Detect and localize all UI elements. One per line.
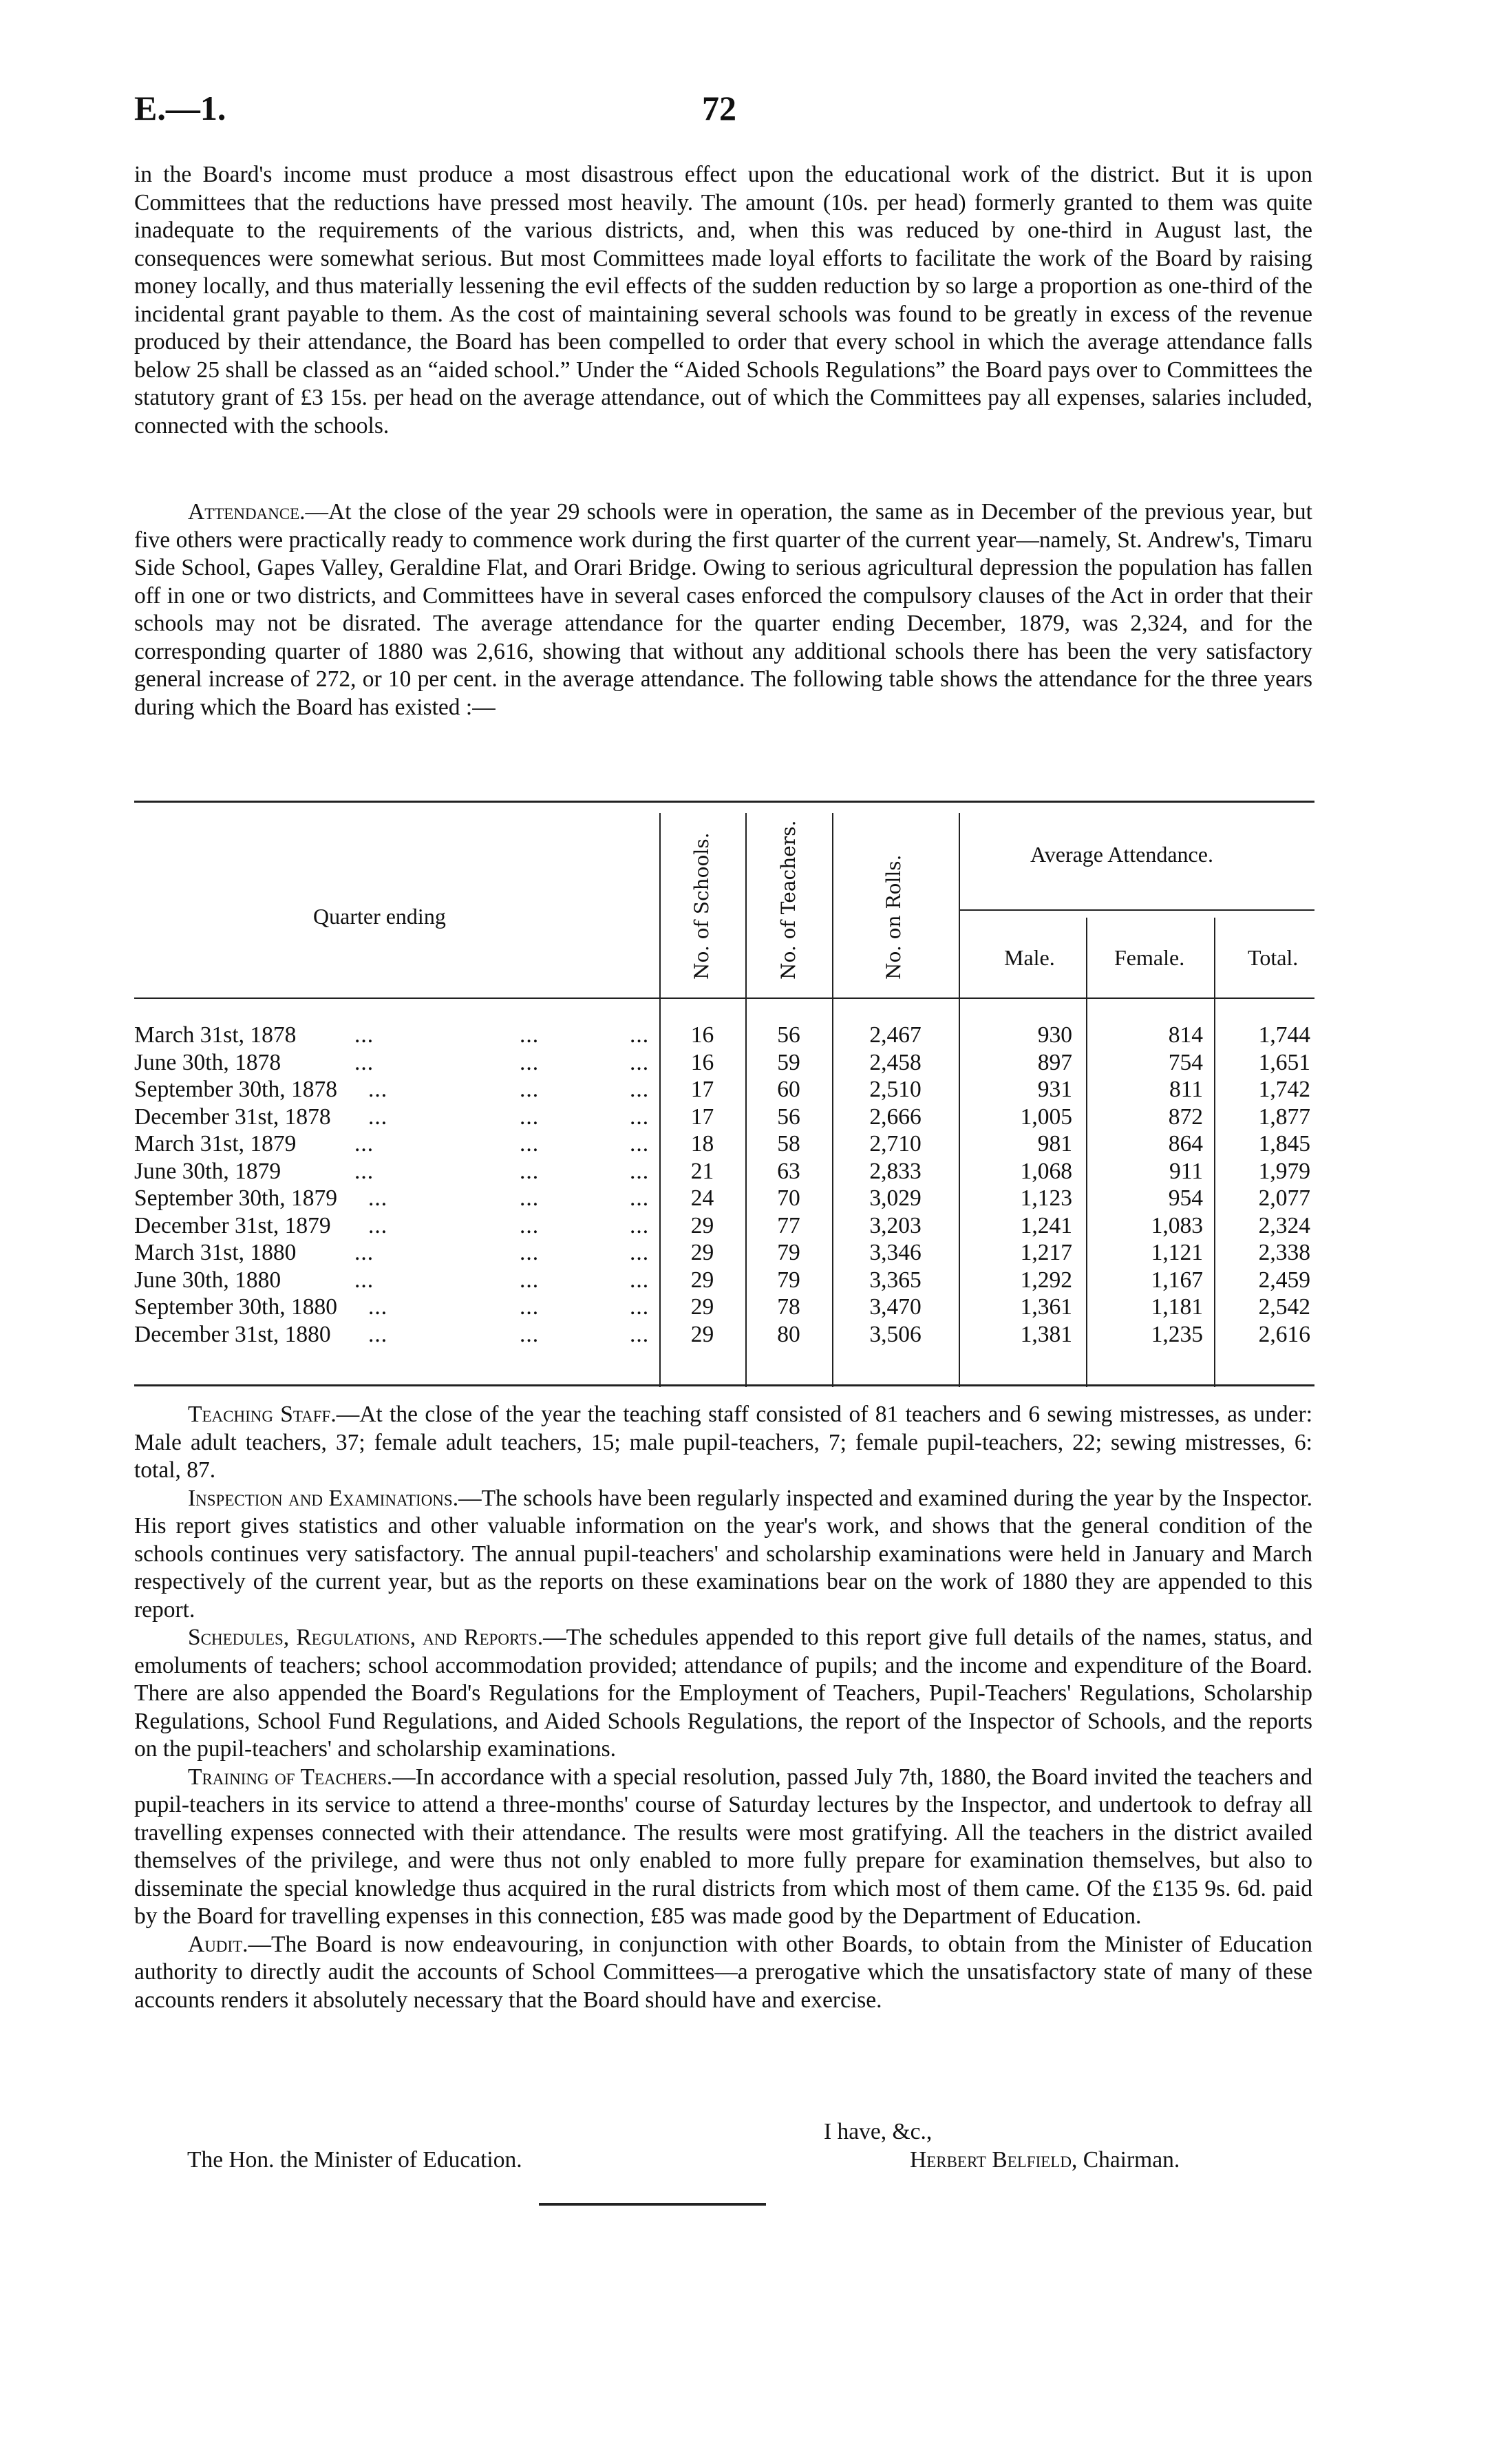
female-cell: 872 bbox=[1168, 1104, 1203, 1130]
schedules-paragraph bbox=[134, 1624, 1312, 1764]
attendance-table bbox=[134, 801, 1314, 1387]
quarter-cell: December 31st, 1880 bbox=[134, 1321, 331, 1347]
schools-cell: 24 bbox=[690, 1185, 714, 1211]
schools-cell: 17 bbox=[690, 1104, 714, 1130]
male-cell: 931 bbox=[1037, 1077, 1072, 1102]
rolls-cell: 3,506 bbox=[869, 1321, 922, 1347]
male-cell: 1,068 bbox=[1020, 1158, 1072, 1184]
rolls-cell: 3,365 bbox=[869, 1267, 922, 1293]
rolls-cell: 3,346 bbox=[869, 1240, 922, 1265]
teachers-cell: 79 bbox=[777, 1267, 800, 1293]
male-cell: 981 bbox=[1037, 1131, 1072, 1157]
leader-dots: ... bbox=[354, 1267, 374, 1293]
quarter-cell: September 30th, 1880 bbox=[134, 1294, 337, 1320]
table-row bbox=[134, 1185, 1314, 1213]
total-cell: 1,877 bbox=[1258, 1104, 1310, 1130]
teachers-cell: 77 bbox=[777, 1212, 800, 1238]
leader-dots: ... bbox=[368, 1185, 388, 1211]
rolls-cell: 2,458 bbox=[869, 1049, 922, 1075]
attendance-heading: Attendance. bbox=[188, 499, 306, 525]
rolls-cell: 2,710 bbox=[869, 1131, 922, 1157]
female-cell: 864 bbox=[1168, 1131, 1203, 1157]
leader-dots: ... bbox=[520, 1104, 540, 1130]
schools-cell: 16 bbox=[690, 1049, 714, 1075]
signatory-title: , Chairman. bbox=[1071, 2147, 1180, 2173]
table-row bbox=[134, 1322, 1314, 1349]
table-header-rule bbox=[134, 997, 1314, 999]
leader-dots: ... bbox=[520, 1022, 540, 1048]
male-cell: 1,381 bbox=[1020, 1321, 1072, 1347]
training-text: —In accordance with a special resolution, passed July 7th, 1880, the Board invited the teachers and pupil-teachers in its service to attend a three-months' course of Saturday lectures by the Inspector, and undertook to defray all travelling expenses connected with their attendance. The results were most gratifying. All the teachers in the district availed themselves of the privilege, and were thus not only enabled to more fully prepare for examination themselves, but also to disseminate the special knowledge thus acquired in the rural districts from which most of them came. Of the £135 9s. 6d. paid by the Board for travelling expenses in this connection, £85 was made good by the Department of Education. bbox=[134, 1764, 1312, 1929]
leader-dots: ... bbox=[520, 1049, 540, 1075]
leader-dots: ... bbox=[630, 1240, 650, 1265]
table-bottom-rule bbox=[134, 1384, 1314, 1386]
female-cell: 1,181 bbox=[1151, 1294, 1203, 1320]
table-row bbox=[134, 1267, 1314, 1295]
header-quarter-ending: Quarter ending bbox=[313, 904, 446, 929]
male-cell: 1,241 bbox=[1020, 1212, 1072, 1238]
female-cell: 1,235 bbox=[1151, 1321, 1203, 1347]
teachers-cell: 80 bbox=[777, 1321, 800, 1347]
rolls-cell: 2,833 bbox=[869, 1158, 922, 1184]
table-row bbox=[134, 1050, 1314, 1077]
table-row bbox=[134, 1213, 1314, 1240]
female-cell: 954 bbox=[1168, 1185, 1203, 1211]
rolls-cell: 3,029 bbox=[869, 1185, 922, 1211]
quarter-cell: June 30th, 1879 bbox=[134, 1158, 281, 1184]
teaching-staff-text: —At the close of the year the teaching staff consisted of 81 teachers and 6 sewing mistresses, as under: Male adult teachers, 37; female adult teachers, 15; male pupil-teachers, 7; female pupil-teachers, 22; sewing mistresses, 6: total, 87. bbox=[134, 1402, 1312, 1483]
female-cell: 754 bbox=[1168, 1049, 1203, 1075]
total-cell: 1,979 bbox=[1258, 1158, 1310, 1184]
male-cell: 1,005 bbox=[1020, 1104, 1072, 1130]
signatory-name: Herbert Belfield bbox=[910, 2147, 1072, 2173]
rolls-cell: 3,203 bbox=[869, 1212, 922, 1238]
training-paragraph bbox=[134, 1764, 1312, 1931]
total-cell: 2,324 bbox=[1258, 1212, 1310, 1238]
quarter-cell: December 31st, 1878 bbox=[134, 1104, 331, 1130]
schools-cell: 29 bbox=[690, 1240, 714, 1265]
addressee: The Hon. the Minister of Education. bbox=[187, 2147, 522, 2173]
total-cell: 2,616 bbox=[1258, 1321, 1310, 1347]
teachers-cell: 79 bbox=[777, 1240, 800, 1265]
table-row bbox=[134, 1240, 1314, 1267]
teachers-cell: 56 bbox=[777, 1022, 800, 1048]
leader-dots: ... bbox=[630, 1131, 650, 1157]
teachers-cell: 58 bbox=[777, 1131, 800, 1157]
total-cell: 1,742 bbox=[1258, 1077, 1310, 1102]
page-number: 72 bbox=[702, 89, 736, 127]
leader-dots: ... bbox=[520, 1185, 540, 1211]
teachers-cell: 70 bbox=[777, 1185, 800, 1211]
leader-dots: ... bbox=[354, 1131, 374, 1157]
female-cell: 1,121 bbox=[1151, 1240, 1203, 1265]
audit-heading: Audit. bbox=[188, 1931, 248, 1957]
teachers-cell: 78 bbox=[777, 1294, 800, 1320]
table-row bbox=[134, 1131, 1314, 1159]
total-cell: 1,744 bbox=[1258, 1022, 1310, 1048]
leader-dots: ... bbox=[520, 1267, 540, 1293]
leader-dots: ... bbox=[630, 1049, 650, 1075]
teachers-cell: 60 bbox=[777, 1077, 800, 1102]
leader-dots: ... bbox=[520, 1131, 540, 1157]
signature bbox=[910, 2147, 1180, 2173]
attendance-paragraph bbox=[134, 498, 1312, 721]
schedules-heading: Schedules, Regulations, and Reports. bbox=[188, 1625, 544, 1650]
leader-dots: ... bbox=[520, 1158, 540, 1184]
leader-dots: ... bbox=[630, 1294, 650, 1320]
inspection-heading: Inspection and Examinations. bbox=[188, 1485, 459, 1511]
leader-dots: ... bbox=[354, 1158, 374, 1184]
document-reference: E.—1. bbox=[134, 89, 226, 127]
schools-cell: 29 bbox=[690, 1321, 714, 1347]
total-cell: 1,845 bbox=[1258, 1131, 1310, 1157]
leader-dots: ... bbox=[368, 1077, 388, 1102]
leader-dots: ... bbox=[520, 1077, 540, 1102]
header-no-of-schools: No. of Schools. bbox=[690, 832, 713, 980]
total-cell: 2,338 bbox=[1258, 1240, 1310, 1265]
inspection-text: —The schools have been regularly inspected and examined during the year by the Inspector. His report gives statistics and other valuable information on the year's work, and shows that the general condition of the schools continues very satisfactory. The annual pupil-teachers' and scholarship examinations were held in January and March respectively of the current year, but as the reports on these examinations bear on the work of 1880 they are appended to this report. bbox=[134, 1485, 1312, 1623]
leader-dots: ... bbox=[354, 1049, 374, 1075]
audit-text: —The Board is now endeavouring, in conjunction with other Boards, to obtain from the Minister of Education authority to directly audit the accounts of School Committees—a prerogative which the unsatisfactory state of many of these accounts renders it absolutely necessary that the Board should have and exercise. bbox=[134, 1931, 1312, 2013]
attendance-section bbox=[134, 498, 1312, 721]
quarter-cell: March 31st, 1878 bbox=[134, 1022, 297, 1048]
table-row bbox=[134, 1159, 1314, 1186]
leader-dots: ... bbox=[520, 1212, 540, 1238]
total-cell: 1,651 bbox=[1258, 1049, 1310, 1075]
leader-dots: ... bbox=[630, 1212, 650, 1238]
quarter-cell: March 31st, 1880 bbox=[134, 1240, 297, 1265]
male-cell: 1,361 bbox=[1020, 1294, 1072, 1320]
rolls-cell: 3,470 bbox=[869, 1294, 922, 1320]
total-cell: 2,542 bbox=[1258, 1294, 1310, 1320]
female-cell: 911 bbox=[1169, 1158, 1203, 1184]
header-male: Male. bbox=[1004, 945, 1055, 970]
leader-dots: ... bbox=[630, 1267, 650, 1293]
inspection-paragraph bbox=[134, 1485, 1312, 1625]
schedules-text: —The schedules appended to this report give full details of the names, status, and emoluments of teachers; school accommodation provided; attendance of pupils; and the income and expenditure of the Board. There are also appended the Board's Regulations for the Employment of Teachers, Pupil-Teachers' Regulations, Scholarship Regulations, School Fund Regulations, and Aided Schools Regulations, the report of the Inspector of Schools, and the reports on the pupil-teachers' and scholarship examinations. bbox=[134, 1625, 1312, 1762]
total-cell: 2,077 bbox=[1258, 1185, 1310, 1211]
schools-cell: 29 bbox=[690, 1212, 714, 1238]
leader-dots: ... bbox=[630, 1104, 650, 1130]
intro-section bbox=[134, 161, 1312, 440]
leader-dots: ... bbox=[368, 1104, 388, 1130]
leader-dots: ... bbox=[520, 1240, 540, 1265]
later-sections bbox=[134, 1401, 1312, 2014]
quarter-cell: September 30th, 1878 bbox=[134, 1077, 337, 1102]
header-no-on-rolls: No. on Rolls. bbox=[882, 854, 905, 980]
table-row bbox=[134, 1294, 1314, 1322]
teaching-staff-heading: Teaching Staff. bbox=[188, 1402, 337, 1427]
leader-dots: ... bbox=[368, 1212, 388, 1238]
table-row bbox=[134, 1022, 1314, 1050]
male-cell: 1,292 bbox=[1020, 1267, 1072, 1293]
schools-cell: 21 bbox=[690, 1158, 714, 1184]
leader-dots: ... bbox=[630, 1158, 650, 1184]
leader-dots: ... bbox=[520, 1294, 540, 1320]
header-total: Total. bbox=[1248, 945, 1299, 970]
leader-dots: ... bbox=[354, 1240, 374, 1265]
male-cell: 897 bbox=[1037, 1049, 1072, 1075]
audit-paragraph bbox=[134, 1931, 1312, 2015]
leader-dots: ... bbox=[368, 1294, 388, 1320]
schools-cell: 17 bbox=[690, 1077, 714, 1102]
header-female: Female. bbox=[1114, 945, 1185, 970]
attendance-text: —At the close of the year 29 schools were in operation, the same as in December of the previous year, but five others were practically ready to commence work during the first quarter of the current year—namely, St. Andrew's, Timaru Side School, Gapes Valley, Geraldine Flat, and Orari Bridge. Owing to serious agricultural depression the population has fallen off in one or two districts, and Committees have in several cases enforced the compulsory clauses of the Act in order that their schools may not be disrated. The average attendance for the quarter ending December, 1879, was 2,324, and for the corresponding quarter of 1880 was 2,616, showing that without any additional schools there has been the very satisfactory general increase of 272, or 10 per cent. in the average attendance. The following table shows the attendance for the three years during which the Board has existed :— bbox=[134, 499, 1312, 720]
male-cell: 930 bbox=[1037, 1022, 1072, 1048]
leader-dots: ... bbox=[354, 1022, 374, 1048]
training-heading: Training of Teachers. bbox=[188, 1764, 393, 1790]
leader-dots: ... bbox=[630, 1077, 650, 1102]
header-no-of-teachers: No. of Teachers. bbox=[777, 820, 800, 980]
leader-dots: ... bbox=[630, 1022, 650, 1048]
male-cell: 1,123 bbox=[1020, 1185, 1072, 1211]
quarter-cell: June 30th, 1878 bbox=[134, 1049, 281, 1075]
rolls-cell: 2,510 bbox=[869, 1077, 922, 1102]
table-row bbox=[134, 1104, 1314, 1132]
header-average-attendance: Average Attendance. bbox=[1030, 842, 1213, 867]
female-cell: 1,083 bbox=[1151, 1212, 1203, 1238]
leader-dots: ... bbox=[520, 1321, 540, 1347]
schools-cell: 29 bbox=[690, 1267, 714, 1293]
end-rule bbox=[539, 2203, 766, 2206]
table-top-rule bbox=[134, 801, 1314, 803]
average-attendance-subrule bbox=[960, 909, 1314, 911]
teaching-staff-paragraph bbox=[134, 1401, 1312, 1485]
total-cell: 2,459 bbox=[1258, 1267, 1310, 1293]
table-row bbox=[134, 1077, 1314, 1104]
female-cell: 814 bbox=[1168, 1022, 1203, 1048]
schools-cell: 16 bbox=[690, 1022, 714, 1048]
intro-paragraph: in the Board's income must produce a most disastrous effect upon the educational work of the district. But it is upon Committees that the reductions have pressed most heavily. The amount (10s. per head) formerly granted to them was quite inadequate to the requirements of the various districts, and, when this was reduced by one-third in August last, the consequences were somewhat serious. But most Committees made loyal efforts to facilitate the work of the Board by raising money locally, and thus materially lessening the evil effects of the sudden reduction by so large a proportion as one-third of the incidental grant payable to them. As the cost of maintaining several schools was found to be greatly in excess of the revenue produced by their attendance, the Board has been compelled to order that every school in which the average attendance falls below 25 shall be classed as an “aided school.” Under the “Aided Schools Regulations” the Board pays over to Committees the statutory grant of £3 15s. per head on the average attendance, out of which the Committees pay all expenses, salaries included, connected with the schools. bbox=[134, 162, 1312, 439]
quarter-cell: March 31st, 1879 bbox=[134, 1131, 297, 1157]
salutation: I have, &c., bbox=[824, 2119, 933, 2144]
female-cell: 811 bbox=[1169, 1077, 1203, 1102]
schools-cell: 29 bbox=[690, 1294, 714, 1320]
quarter-cell: September 30th, 1879 bbox=[134, 1185, 337, 1211]
leader-dots: ... bbox=[630, 1185, 650, 1211]
leader-dots: ... bbox=[368, 1321, 388, 1347]
leader-dots: ... bbox=[630, 1321, 650, 1347]
rolls-cell: 2,666 bbox=[869, 1104, 922, 1130]
teachers-cell: 63 bbox=[777, 1158, 800, 1184]
teachers-cell: 56 bbox=[777, 1104, 800, 1130]
schools-cell: 18 bbox=[690, 1131, 714, 1157]
quarter-cell: June 30th, 1880 bbox=[134, 1267, 281, 1293]
rolls-cell: 2,467 bbox=[869, 1022, 922, 1048]
teachers-cell: 59 bbox=[777, 1049, 800, 1075]
male-cell: 1,217 bbox=[1020, 1240, 1072, 1265]
quarter-cell: December 31st, 1879 bbox=[134, 1212, 331, 1238]
female-cell: 1,167 bbox=[1151, 1267, 1203, 1293]
